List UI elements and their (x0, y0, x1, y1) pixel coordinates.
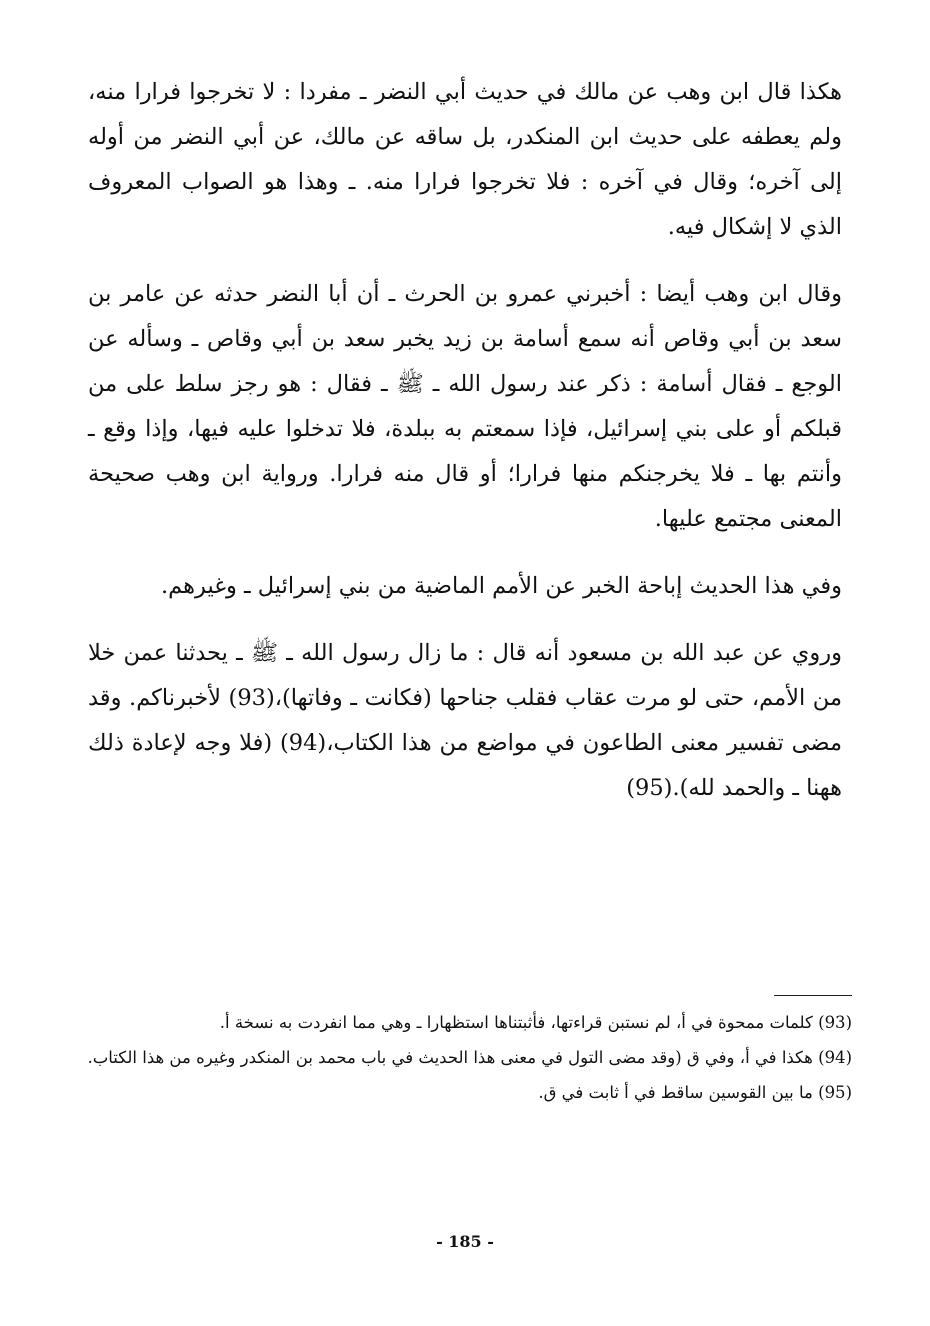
paragraph-2: وقال ابن وهب أيضا : أخبرني عمرو بن الحرث ـ أن أبا النضر حدثه عن عامر بن سعد بن أبي وقاص أنه سمع أسامة بن زيد يخبر سعد بن أبي وقاص ـ وسأله عن الوجع ـ فقال أسامة : ذكر عند رسول الله ـ ﷺ ـ فقال : هو رجز سلط على من قبلكم أو على بني إسرائيل، فإذا سمعتم به ببلدة، فلا تدخلوا عليه فيها، وإذا وقع ـ وأنتم بها ـ فلا يخرجنكم منها فرارا؛ أو قال منه فرارا. ورواية ابن وهب صحيحة المعنى مجتمع عليها. (88, 281, 842, 532)
footnote-95: (95) ما بين القوسين ساقط في أ ثابت في ق. (538, 1083, 852, 1102)
paragraph-1: هكذا قال ابن وهب عن مالك في حديث أبي النضر ـ مفردا : لا تخرجوا فرارا منه، ولم يعطفه على حديث ابن المنكدر، بل ساقه عن مالك، عن أبي النضر من أوله إلى آخره؛ وقال في آخره : فلا تخرجوا فرارا منه. ـ وهذا هو الصواب المعروف الذي لا إشكال فيه. (88, 79, 842, 240)
paragraph-3: وفي هذا الحديث إباحة الخبر عن الأمم الماضية من بني إسرائيل ـ وغيرهم. (161, 573, 842, 599)
main-text (88, 70, 842, 833)
footnote-separator (774, 995, 852, 996)
footnote-94: (94) هكذا في أ، وفي ق (وقد مضى التول في معنى هذا الحديث في باب محمد بن المنكدر وغيره من هذا الكتاب. (87, 1048, 852, 1067)
footnote-93: (93) كلمات ممحوة في أ، لم نستبن قراءتها، فأثبتناها استظهارا ـ وهي مما انفردت به نسخة أ. (219, 1013, 852, 1032)
footnotes (78, 1005, 852, 1110)
page-number: - 185 - (436, 1232, 494, 1251)
paragraph-4: وروي عن عبد الله بن مسعود أنه قال : ما زال رسول الله ـ ﷺ ـ يحدثنا عمن خلا من الأمم، حتى لو مرت عقاب فقلب جناحها (فكانت ـ وفاتها)،(93) لأخبرناكم. وقد مضى تفسير معنى الطاعون في مواضع من هذا الكتاب،(94) (فلا وجه لإعادة ذلك ههنا ـ والحمد لله).(95) (88, 640, 842, 801)
